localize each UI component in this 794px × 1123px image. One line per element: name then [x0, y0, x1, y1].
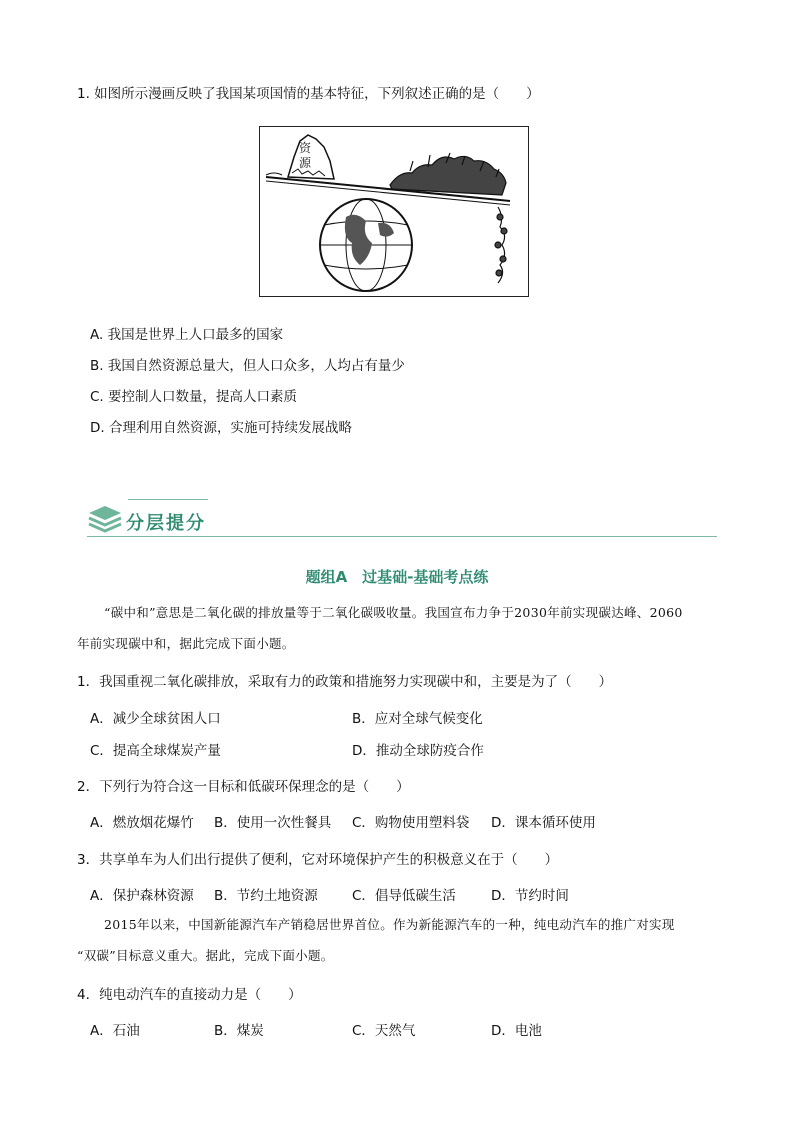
question-4-option-b: B．煤炭: [214, 1023, 264, 1039]
question-1-option-b: B．应对全球气候变化: [352, 711, 483, 727]
question-1-option-a: A．减少全球贫困人口: [90, 711, 221, 727]
question-0-stem: 1. 如图所示漫画反映了我国某项国情的基本特征，下列叙述正确的是（ ）: [77, 86, 540, 102]
cartoon-image: [259, 126, 529, 297]
question-2-option-d: D．课本循环使用: [491, 815, 596, 831]
question-1-option-c: C．提高全球煤炭产量: [90, 743, 221, 759]
question-2-option-b: B．使用一次性餐具: [214, 815, 332, 831]
intro-2-line-1: 2015年以来，中国新能源汽车产销稳居世界首位。作为新能源汽车的一种，纯电动汽车的推广对实现: [104, 917, 675, 932]
intro-1-line-2: 年前实现碳中和，据此完成下面小题。: [77, 636, 295, 651]
section-divider: [87, 536, 717, 537]
question-0-option-c: C. 要控制人口数量，提高人口素质: [90, 389, 298, 405]
question-4-stem: 4．纯电动汽车的直接动力是（ ）: [77, 987, 302, 1003]
question-3-option-c: C．倡导低碳生活: [352, 888, 456, 904]
question-0-option-d: D. 合理利用自然资源，实施可持续发展战略: [90, 420, 352, 436]
cartoon-label: 资源: [298, 141, 311, 170]
question-3-option-b: B．节约土地资源: [214, 888, 318, 904]
question-2-stem: 2．下列行为符合这一目标和低碳环保理念的是（ ）: [77, 779, 410, 795]
section-top-line: [128, 499, 208, 500]
question-3-option-d: D．节约时间: [491, 888, 569, 904]
question-4-option-c: C．天然气: [352, 1023, 416, 1039]
group-title: 题组A 过基础-基础考点练: [305, 568, 489, 586]
intro-2-line-2: “双碳”目标意义重大。据此，完成下面小题。: [77, 948, 334, 963]
layers-icon: [87, 502, 123, 534]
intro-1-line-1: “碳中和”意思是二氧化碳的排放量等于二氧化碳吸收量。我国宣布力争于2030年前实现碳达峰、2060: [104, 605, 683, 620]
question-0-option-b: B. 我国自然资源总量大，但人口众多，人均占有量少: [90, 358, 405, 374]
question-3-stem: 3．共享单车为人们出行提供了便利，它对环境保护产生的积极意义在于（ ）: [77, 852, 559, 868]
section-title: 分层提分: [126, 513, 206, 534]
question-1-option-d: D．推动全球防疫合作: [352, 743, 484, 759]
question-2-option-c: C．购物使用塑料袋: [352, 815, 470, 831]
question-3-option-a: A．保护森林资源: [90, 888, 194, 904]
question-4-option-d: D．电池: [491, 1023, 542, 1039]
question-4-option-a: A．石油: [90, 1023, 140, 1039]
question-1-stem: 1．我国重视二氧化碳排放，采取有力的政策和措施努力实现碳中和，主要是为了（ ）: [77, 674, 613, 690]
question-2-option-a: A．燃放烟花爆竹: [90, 815, 194, 831]
question-0-option-a: A. 我国是世界上人口最多的国家: [90, 327, 284, 343]
